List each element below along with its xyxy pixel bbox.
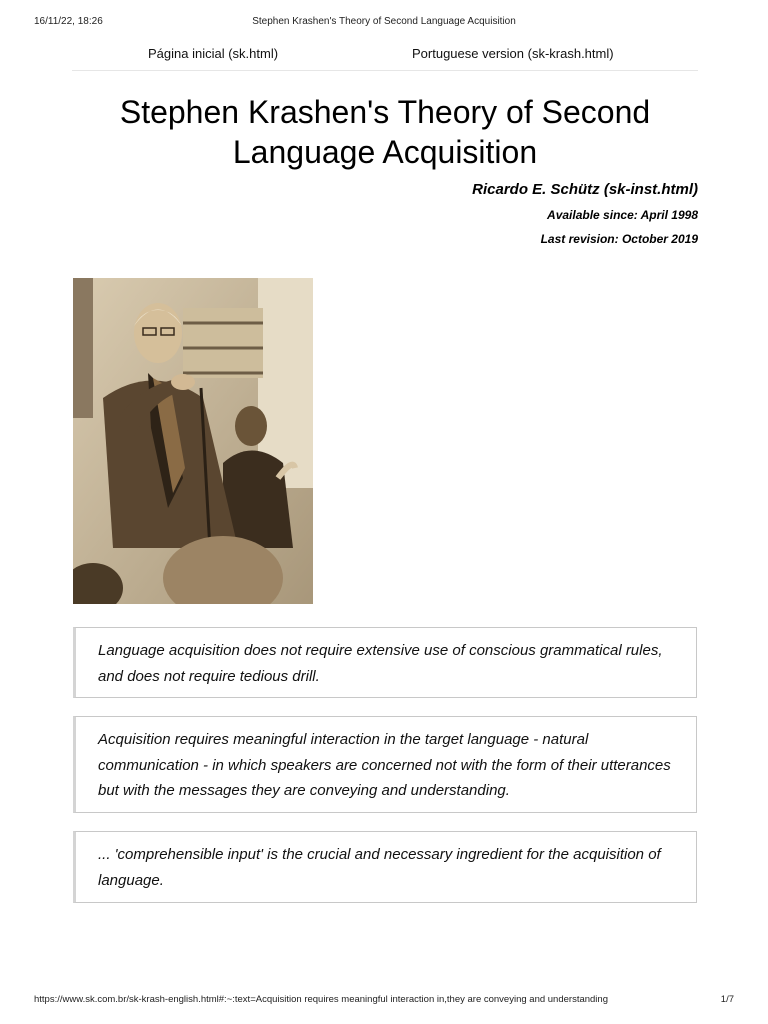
page-title: Stephen Krashen's Theory of Second Language Acquisition [119,94,651,170]
quote-block: ... 'comprehensible input' is the crucial and necessary ingredient for the acquisition of language. [73,831,697,903]
page-number: 1/7 [720,994,734,1005]
print-date: 16/11/22, 18:26 [34,16,103,27]
print-footer [34,994,734,1008]
author-link[interactable]: Ricardo E. Schütz (sk-inst.html) [472,181,698,198]
last-revision: Last revision: October 2019 [540,232,698,246]
top-nav [72,44,698,71]
speaker-photo [73,278,313,604]
quote-block: Acquisition requires meaningful interaction in the target language - natural communication - in which speakers are concerned not with the form of their utterances but with the messages they are conveying and understanding. [73,716,697,813]
portuguese-version-link[interactable]: Portuguese version (sk-krash.html) [412,46,614,61]
print-title: Stephen Krashen's Theory of Second Language Acquisition [252,16,516,27]
print-url: https://www.sk.com.br/sk-krash-english.html#:~:text=Acquisition requires meaningful interaction in,they are conveying and understanding [34,994,608,1005]
print-header [34,16,734,30]
quote-block: Language acquisition does not require extensive use of conscious grammatical rules, and does not require tedious drill. [73,627,697,698]
home-link[interactable]: Página inicial (sk.html) [148,46,279,61]
available-since: Available since: April 1998 [547,208,698,222]
